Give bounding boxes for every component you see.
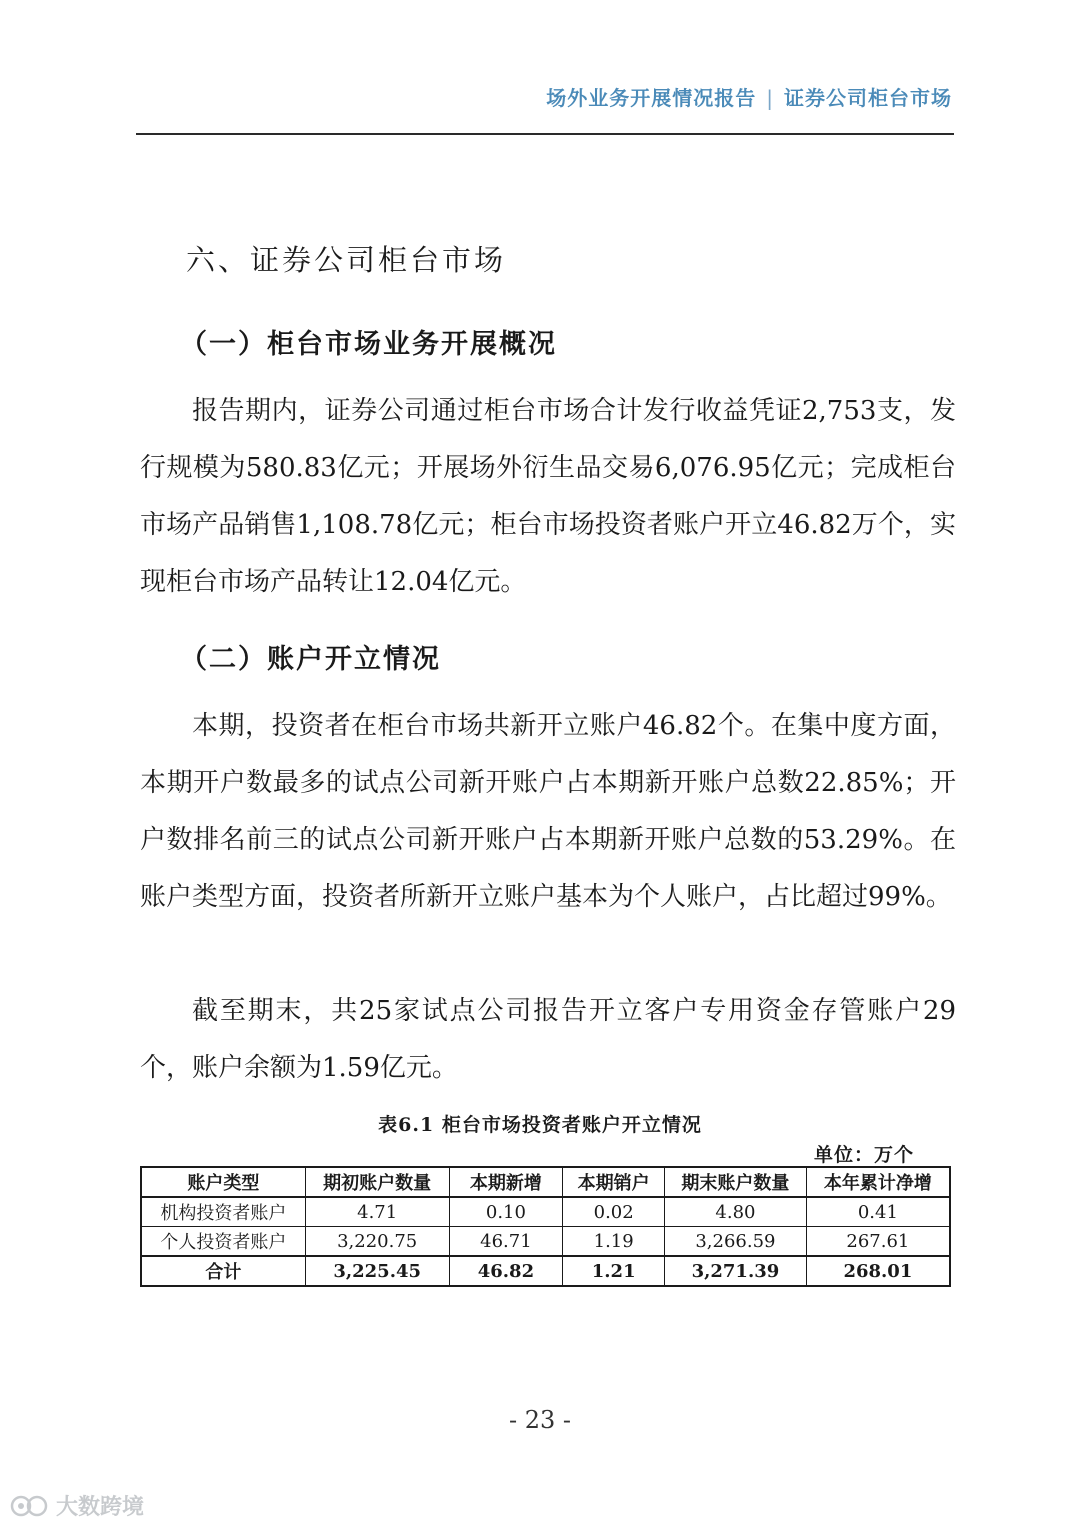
table-cell: 3,266.59 — [665, 1227, 807, 1257]
table-cell: 0.10 — [449, 1197, 563, 1227]
total-cell: 3,225.45 — [305, 1256, 449, 1286]
page-number: - 23 - — [508, 1406, 571, 1434]
table-cell: 0.41 — [806, 1197, 950, 1227]
total-cell: 46.82 — [449, 1256, 563, 1286]
header-cell: 本期销户 — [563, 1167, 665, 1197]
header-cell: 期末账户数量 — [665, 1167, 807, 1197]
watermark — [10, 1490, 144, 1521]
header-cell: 期初账户数量 — [305, 1167, 449, 1197]
table-cell: 0.02 — [563, 1197, 665, 1227]
subsection-heading-1: （一）柜台市场业务开展概况 — [180, 329, 557, 360]
table-unit: 单位：万个 — [813, 1144, 914, 1166]
table-cell: 3,220.75 — [305, 1227, 449, 1257]
header-cell: 账户类型 — [141, 1167, 305, 1197]
running-header — [546, 82, 952, 111]
table-cell: 4.80 — [665, 1197, 807, 1227]
table-cell: 个人投资者账户 — [141, 1227, 305, 1257]
table-row — [141, 1227, 950, 1257]
table-cell: 机构投资者账户 — [141, 1197, 305, 1227]
watermark-logo-icon — [10, 1493, 50, 1519]
total-cell: 1.21 — [563, 1256, 665, 1286]
overview-paragraph: 报告期内，证券公司通过柜台市场合计发行收益凭证2,753支，发行规模为580.83亿元；开展场外衍生品交易6,076.95亿元；完成柜台市场产品销售1,108.78亿元；柜台市场投资者账户开立46.82万个，实现柜台市场产品转让12.04亿元。 — [140, 396, 956, 597]
report-title: 场外业务开展情况报告 — [546, 86, 757, 110]
total-cell: 3,271.39 — [665, 1256, 807, 1286]
table-title: 表6.1 柜台市场投资者账户开立情况 — [378, 1114, 702, 1136]
section-heading: 六、证券公司柜台市场 — [186, 243, 507, 277]
header-cell: 本年累计净增 — [806, 1167, 950, 1197]
account-table — [140, 1166, 951, 1287]
table-header-row — [141, 1167, 950, 1197]
table-row — [141, 1197, 950, 1227]
account-paragraph-2: 截至期末，共25家试点公司报告开立客户专用资金存管账户29个，账户余额为1.59亿元。 — [140, 996, 956, 1083]
subsection-heading-2: （二）账户开立情况 — [180, 644, 441, 675]
table-total-row — [141, 1256, 950, 1286]
total-cell: 合计 — [141, 1256, 305, 1286]
account-paragraph-1: 本期，投资者在柜台市场共新开立账户46.82个。在集中度方面，本期开户数最多的试点公司新开账户占本期新开账户总数22.85%；开户数排名前三的试点公司新开账户占本期新开账户总数的53.29%。在账户类型方面，投资者所新开立账户基本为个人账户，占比超过99%。 — [140, 711, 956, 912]
section-title: 证券公司柜台市场 — [784, 86, 952, 110]
watermark-text: 大数跨境 — [56, 1495, 145, 1520]
header-cell: 本期新增 — [449, 1167, 563, 1197]
header-divider — [136, 133, 954, 135]
table-cell: 1.19 — [563, 1227, 665, 1257]
total-cell: 268.01 — [806, 1256, 950, 1286]
header-separator: | — [766, 86, 774, 110]
table-cell: 4.71 — [305, 1197, 449, 1227]
table-cell: 267.61 — [806, 1227, 950, 1257]
table-cell: 46.71 — [449, 1227, 563, 1257]
